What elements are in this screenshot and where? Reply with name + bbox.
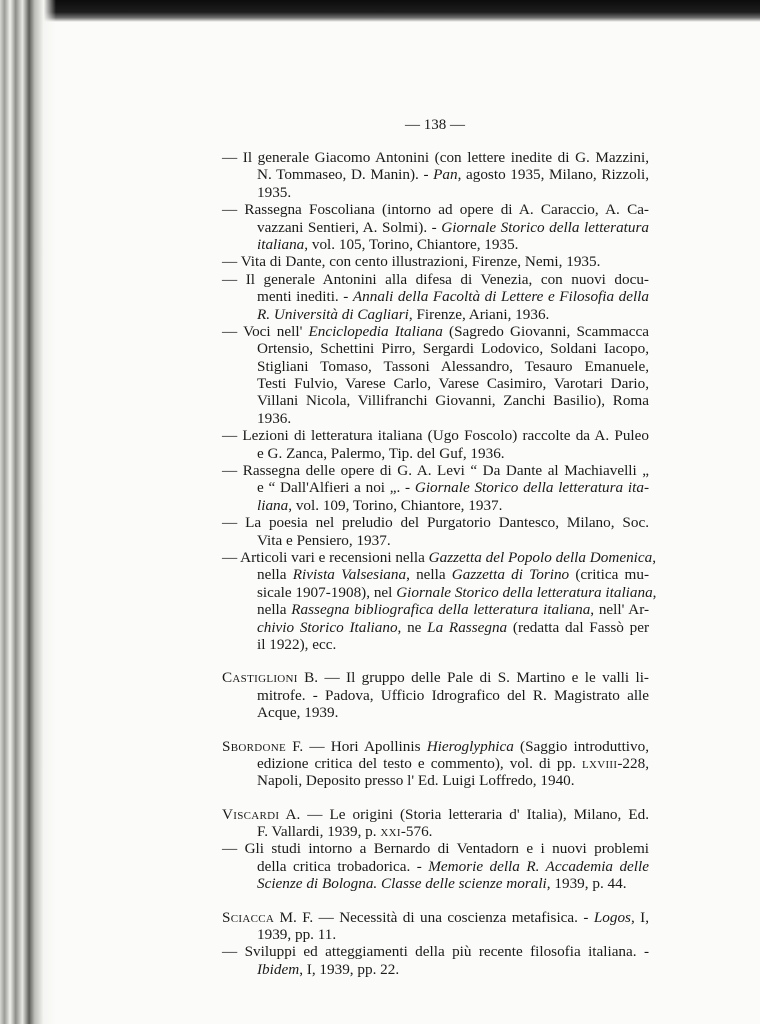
author-name: Castiglioni xyxy=(222,669,298,687)
bibliography-entry xyxy=(222,669,649,721)
text-line xyxy=(222,201,649,218)
author-name: xxi xyxy=(380,823,401,841)
text-line xyxy=(222,323,649,340)
italic-title: La Rassegna xyxy=(427,618,508,636)
bibliography-entry xyxy=(222,323,649,427)
bibliography-list xyxy=(222,149,657,994)
text-segment: , nella xyxy=(406,566,452,584)
text-line xyxy=(222,840,649,857)
text-segment: 1936. xyxy=(257,409,292,427)
italic-title: Scienze di Bologna. Classe delle scienze morali xyxy=(257,875,547,893)
text-line xyxy=(222,566,649,583)
text-segment: , I, 1939, pp. 22. xyxy=(299,960,400,978)
author-name: Sbordone xyxy=(222,737,287,755)
text-line xyxy=(222,149,649,166)
text-line xyxy=(222,548,657,566)
italic-title: liana xyxy=(257,496,289,514)
bibliography-entry xyxy=(222,943,649,978)
text-segment: — Articoli vari e recensioni nella xyxy=(222,548,429,566)
text-segment: Acque, 1939. xyxy=(257,704,339,722)
text-line xyxy=(222,410,649,427)
text-segment: — Lezioni di letteratura italiana (Ugo Foscolo) raccolte da A. Puleo xyxy=(222,427,649,445)
italic-title: Giornale Storico della letteratura italiana xyxy=(396,583,653,601)
text-segment: sicale 1907-1908), nel xyxy=(257,583,397,601)
bibliography-entry xyxy=(222,806,649,841)
text-segment: F. Vallardi, 1939, p. xyxy=(257,823,381,841)
text-line xyxy=(222,479,649,496)
text-line xyxy=(222,687,649,704)
bibliography-entry xyxy=(222,548,657,653)
text-segment: F. — Hori Apollinis xyxy=(286,737,427,755)
text-segment: (critica mu- xyxy=(569,566,650,584)
text-segment: vazzani Sentieri, A. Solmi). - xyxy=(257,218,442,236)
italic-title: Pan xyxy=(433,166,458,184)
text-line xyxy=(222,358,649,375)
text-segment: , I, xyxy=(630,908,650,926)
text-line xyxy=(222,636,649,653)
text-segment: — Il generale Antonini alla difesa di Venezia, con nuovi docu- xyxy=(222,270,649,288)
text-segment: — Rassegna delle opere di G. A. Levi “ Da Dante al Machiavelli „ xyxy=(222,462,649,480)
text-line xyxy=(222,583,657,601)
text-segment: , nell' Ar- xyxy=(590,601,650,619)
text-line xyxy=(222,288,649,305)
text-line xyxy=(222,462,649,479)
italic-title: Gazzetta del Popolo della Domenica xyxy=(428,548,653,566)
italic-title: chivio Storico Italiano xyxy=(257,618,398,636)
text-segment: -228, xyxy=(617,754,649,772)
text-segment: e “ Dall'Alfieri a noi „. - xyxy=(257,479,415,497)
italic-title: Logos xyxy=(593,908,631,926)
italic-title: Rassegna bibliografica della letteratura italiana xyxy=(291,601,591,619)
author-group xyxy=(222,738,649,790)
text-segment: — Il generale Giacomo Antonini (con lettere inedite di G. Mazzini, xyxy=(222,149,649,166)
bibliography-entry xyxy=(222,253,649,270)
text-segment: — Vita di Dante, con cento illustrazioni, Firenze, Nemi, 1935. xyxy=(222,253,601,271)
text-line xyxy=(222,219,649,236)
text-segment: , xyxy=(652,548,657,566)
text-line xyxy=(222,375,649,392)
text-segment: , agosto 1935, Milano, Rizzoli, xyxy=(457,166,650,184)
bibliography-entry xyxy=(222,840,649,892)
text-line xyxy=(222,772,649,789)
text-segment: — Sviluppi ed atteggiamenti della più recente filosofia italiana. - xyxy=(222,943,649,961)
text-segment: , vol. 109, Torino, Chiantore, 1937. xyxy=(288,496,503,514)
page-number: — 138 — xyxy=(405,117,465,133)
bibliography-entry xyxy=(222,909,649,944)
text-segment: , 1939, p. 44. xyxy=(546,875,627,893)
text-segment: nella xyxy=(257,566,293,584)
italic-title: Giornale Storico della letteratura xyxy=(441,218,649,236)
italic-title: italiana xyxy=(257,235,305,253)
author-group xyxy=(222,669,649,721)
bibliography-entry xyxy=(222,427,649,462)
text-line xyxy=(222,601,649,618)
text-segment: — La poesia nel preludio del Purgatorio Dantesco, Milano, Soc. xyxy=(222,514,649,532)
italic-title: Memorie della R. Accademia delle xyxy=(428,857,649,875)
text-line xyxy=(222,961,649,978)
text-line xyxy=(222,738,649,755)
bibliography-entry xyxy=(222,514,649,549)
text-segment: Testi Fulvio, Varese Carlo, Varese Casimiro, Varotari Dario, xyxy=(257,375,649,393)
text-segment: mitrofe. - Padova, Ufficio Idrografico del R. Magistrato alle xyxy=(257,686,649,704)
author-group xyxy=(222,149,657,653)
author-name: lxviii xyxy=(581,754,618,772)
text-segment: Ortensio, Schettini Pirro, Sergardi Lodovico, Soldani Iacopo, xyxy=(257,340,649,358)
scan-binding-edge xyxy=(0,0,56,1024)
author-name: Sciacca xyxy=(222,908,275,926)
text-line xyxy=(222,926,649,943)
text-line xyxy=(222,306,649,323)
text-segment: , xyxy=(652,583,657,601)
bibliography-entry xyxy=(222,271,649,323)
text-segment: (Saggio introduttivo, xyxy=(513,737,649,755)
text-segment: Villani Nicola, Villifranchi Giovanni, Zanchi Basilio), Roma xyxy=(257,392,649,410)
text-line xyxy=(222,806,649,823)
text-line xyxy=(222,445,649,462)
text-line xyxy=(222,532,649,549)
text-segment: M. F. — Necessità di una coscienza metafisica. - xyxy=(274,908,594,926)
text-line xyxy=(222,704,649,721)
text-segment: della critica trobadorica. - xyxy=(257,857,429,875)
text-segment: menti inediti. - xyxy=(257,288,353,306)
author-group xyxy=(222,806,649,893)
text-segment: 1935. xyxy=(257,183,292,201)
text-line xyxy=(222,427,649,444)
bibliography-entry xyxy=(222,462,649,514)
text-line xyxy=(222,875,649,892)
text-segment: , Firenze, Ariani, 1936. xyxy=(408,305,550,323)
text-segment: Napoli, Deposito presso l' Ed. Luigi Loffredo, 1940. xyxy=(257,772,575,790)
text-line xyxy=(222,184,649,201)
text-segment: Vita e Pensiero, 1937. xyxy=(257,531,391,549)
text-line xyxy=(222,823,649,840)
text-line xyxy=(222,755,649,772)
text-line xyxy=(222,271,649,288)
text-line xyxy=(222,166,649,183)
text-segment: , ne xyxy=(397,618,428,636)
bibliography-entry xyxy=(222,149,649,201)
text-segment: — Rassegna Foscoliana (intorno ad opere di A. Caraccio, A. Ca- xyxy=(222,201,649,219)
italic-title: Hieroglyphica xyxy=(426,737,514,755)
italic-title: Enciclopedia Italiana xyxy=(308,322,443,340)
text-segment: e G. Zanca, Palermo, Tip. del Guf, 1936. xyxy=(257,444,505,462)
text-line xyxy=(222,340,649,357)
text-line xyxy=(222,497,649,514)
italic-title: Annali della Facoltà di Lettere e Filosofia della xyxy=(352,288,649,306)
italic-title: Giornale Storico della letteratura ita- xyxy=(414,479,649,497)
text-line xyxy=(222,858,649,875)
text-segment: (redatta dal Fassò per xyxy=(507,618,650,636)
scan-top-edge xyxy=(0,0,760,22)
text-segment: 1939, pp. 11. xyxy=(257,926,337,944)
text-line xyxy=(222,669,649,686)
text-segment: il 1922), ecc. xyxy=(257,635,337,653)
bibliography-entry xyxy=(222,738,649,790)
text-segment: Stigliani Tomaso, Tassoni Alessandro, Tesauro Emanuele, xyxy=(257,357,649,375)
bibliography-entry xyxy=(222,201,649,253)
italic-title: Rivista Valsesiana xyxy=(292,566,407,584)
italic-title: Ibidem xyxy=(257,960,300,978)
text-segment: (Sagredo Giovanni, Scammacca xyxy=(442,322,649,340)
text-segment: — Voci nell' xyxy=(222,322,309,340)
text-line xyxy=(222,909,649,926)
text-segment: -576. xyxy=(400,823,433,841)
text-segment: edizione critica del testo e commento), vol. di pp. xyxy=(257,754,582,772)
text-segment: N. Tommaseo, D. Manin). - xyxy=(257,166,434,184)
text-segment: nella xyxy=(257,601,292,619)
text-segment: — Gli studi intorno a Bernardo di Ventadorn e i nuovi problemi xyxy=(222,840,649,858)
text-line xyxy=(222,236,649,253)
text-line xyxy=(222,392,649,409)
text-segment: A. — Le origini (Storia letteraria d' Italia), Milano, Ed. xyxy=(279,805,649,823)
text-line xyxy=(222,619,649,636)
italic-title: R. Università di Cagliari xyxy=(257,305,409,323)
italic-title: Gazzetta di Torino xyxy=(451,566,570,584)
author-group xyxy=(222,909,649,979)
text-line xyxy=(222,943,649,960)
text-segment: B. — Il gruppo delle Pale di S. Martino e le valli li- xyxy=(297,669,649,687)
text-segment: , vol. 105, Torino, Chiantore, 1935. xyxy=(304,235,519,253)
author-name: Viscardi xyxy=(222,805,280,823)
text-line xyxy=(222,253,649,270)
text-line xyxy=(222,514,649,531)
